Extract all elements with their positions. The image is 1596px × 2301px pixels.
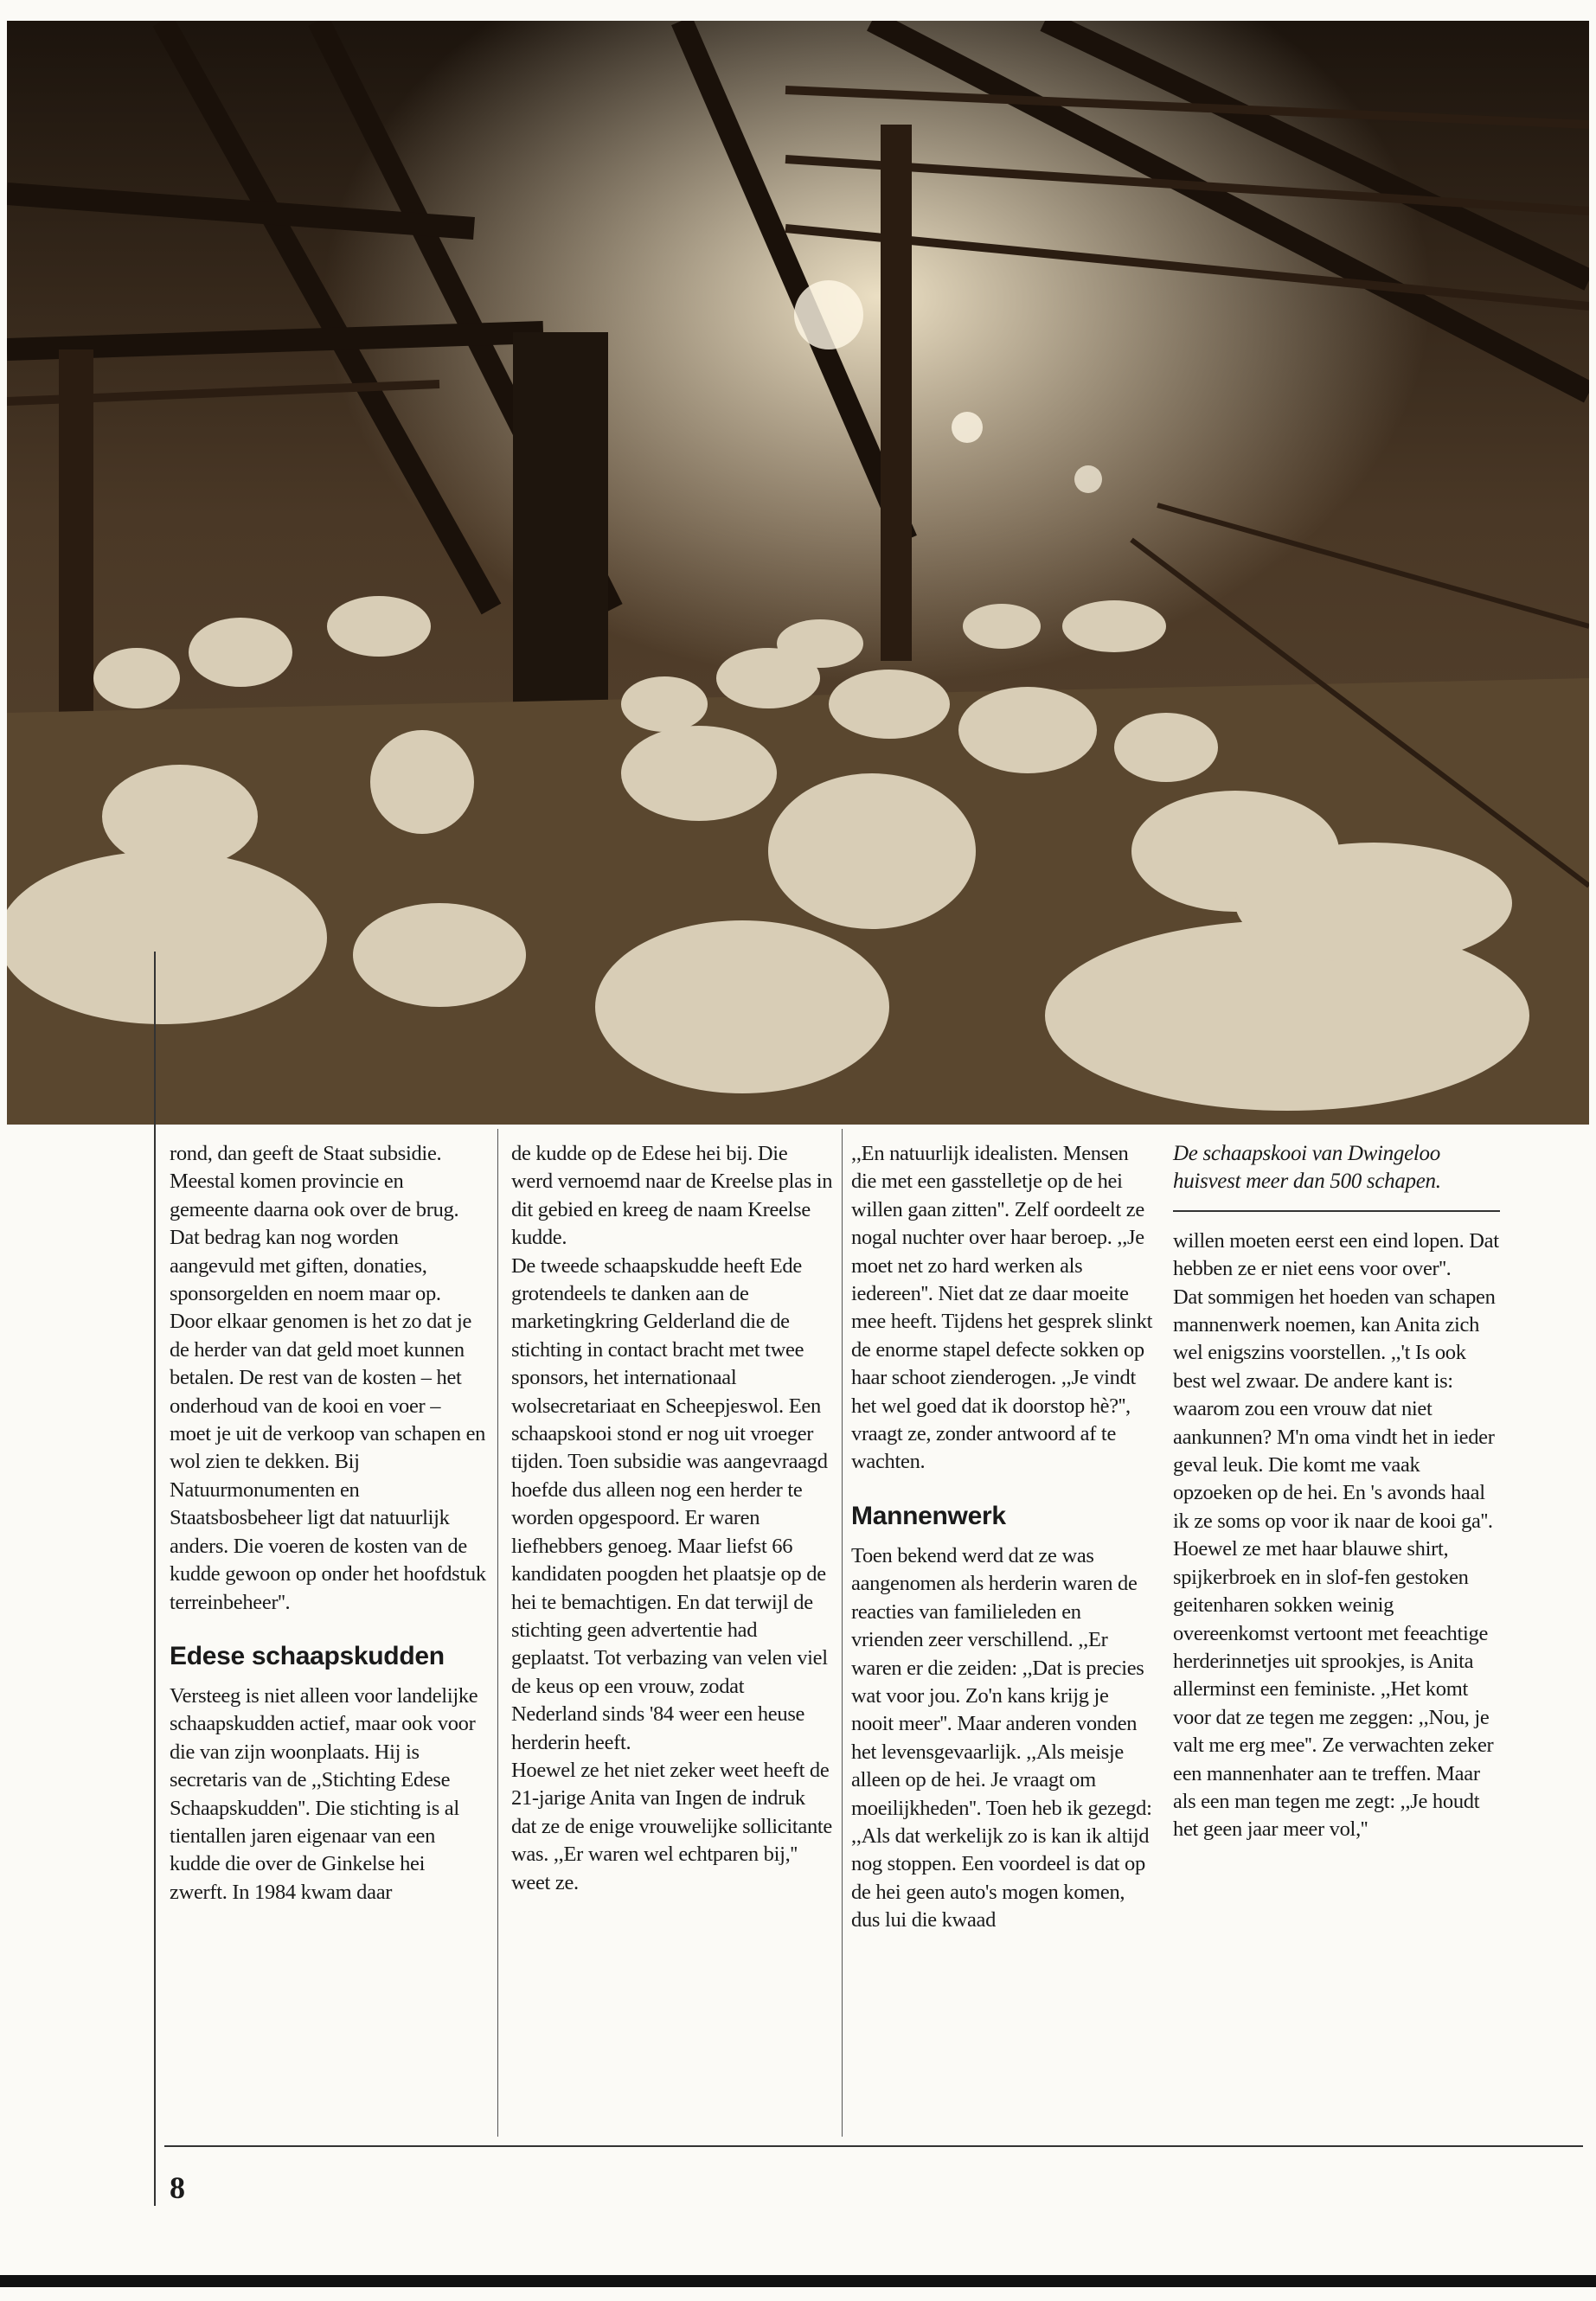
col1-paragraph-1: rond, dan geeft de Staat subsidie. Meestal komen provincie en gemeente daarna ook over de brug. Dat bedrag kan nog worden aangevuld met giften, donaties, sponsorgelden en noem maar op. Door elkaar genomen is het zo dat je de herder van dat geld moet kunnen betalen. De rest van de kosten – het onderhoud van de kooi en voer – moet je uit de verkoop van schapen en wol zien te dekken. Bij Natuurmonumenten en Staatsbosbeheer ligt dat natuurlijk anders. Die voeren de kosten van de kudde gewoon op onder het hoofdstuk terreinbeheer''. <box>170 1142 486 1614</box>
left-margin-rule <box>154 952 156 2206</box>
col3-paragraph-1: ,,En natuurlijk idealisten. Mensen die met een gasstelletje op de hei willen gaan zitten''. Zelf oordeelt ze nogal nuchter over haar beroep. ,,Je moet net zo hard werken als iedereen''. Niet dat ze daar moeite mee heeft. Tijdens het gesprek slinkt de enorme stapel defecte sokken op haar schoot zienderogen. ,,Je vindt het wel goed dat ik doorstop hè?'', vraagt ze, zonder antwoord af te wachten. <box>851 1142 1153 1474</box>
col1-paragraph-2: Versteeg is niet alleen voor landelijke schaapskudden actief, maar ook voor die van zijn woonplaats. Hij is secretaris van de ,,Stichting Edese Schaapskudden''. Die stichting is al tientallen jaren eigenaar van een kudde die over de Ginkelse hei zwerft. In 1984 kwam daar <box>170 1683 478 1904</box>
col4-paragraph-1: willen moeten eerst een eind lopen. Dat hebben ze er niet eens voor over''. <box>1173 1228 1499 1281</box>
column-1 <box>170 1140 486 1907</box>
column-rule <box>497 1129 498 2137</box>
col4-paragraph-3: Hoewel ze met haar blauwe shirt, spijkerbroek en in slof-fen gestoken geitenharen sokken weinig overeenkomst vertoont met feeachtige herderinnetjes uit sprookjes, is Anita allerminst een feministe. ,,Het komt voor dat ze tegen me zeggen: ,,Nou, je valt me erg mee''. Ze verwachten zeker een mannenhater aan te treffen. Maar als een man tegen me zegt: ,,Je houdt het geen jaar meer vol,'' <box>1173 1537 1494 1842</box>
barn-illustration <box>7 21 1589 1125</box>
column-3 <box>851 1140 1156 1935</box>
heading-edese-schaapskudden: Edese schaapskudden <box>170 1641 445 1670</box>
bottom-bar <box>0 2275 1596 2287</box>
column-rule <box>842 1129 843 2137</box>
heading-mannenwerk: Mannenwerk <box>851 1501 1006 1530</box>
page-number: 8 <box>170 2170 185 2205</box>
col2-paragraph-3: Hoewel ze het niet zeker weet heeft de 21-jarige Anita van Ingen de indruk dat ze de enige vrouwelijke sollicitante was. ,,Er waren wel echtparen bij,'' weet ze. <box>511 1758 833 1894</box>
footer-rule <box>164 2145 1583 2147</box>
col3-paragraph-2: Toen bekend werd dat ze was aangenomen als herderin waren de reacties van familieleden en vrienden zeer verschillend. ,,Er waren er die zeiden: ,,Dat is precies wat voor jou. Zo'n kans krijg je nooit meer''. Maar anderen vonden het levensgevaarlijk. ,,Als meisje alleen op de hei. Je vraagt om moeilijkheden''. Toen heb ik gezegd: ,,Als dat werkelijk zo is kan ik altijd nog stoppen. Een voordeel is dat op de hei geen auto's mogen komen, dus lui die kwaad <box>851 1543 1152 1932</box>
col4-paragraph-2: Dat sommigen het hoeden van schapen mannenwerk noemen, kan Anita zich wel enigszins voorstellen. ,,'t Is ook best wel zwaar. De andere kant is: waarom zou een vrouw dat niet aankunnen? M'n oma vindt het in ieder geval leuk. Die komt me vaak opzoeken op de hei. En 's avonds haal ik ze soms op voor ik naar de kooi ga''. <box>1173 1285 1496 1533</box>
column-4 <box>1173 1140 1500 1844</box>
column-2 <box>511 1140 833 1897</box>
sheep-barn-photo <box>7 21 1589 1125</box>
photo-caption: De schaapskooi van Dwingeloo huisvest meer dan 500 schapen. <box>1173 1140 1500 1212</box>
col2-paragraph-2: De tweede schaapskudde heeft Ede grotendeels te danken aan de marketingkring Gelderland die de stichting in contact bracht met twee sponsors, het internationaal wolsecretariaat en Scheepjeswol. Een schaapskooi stond er nog uit vroeger tijden. Toen subsidie was aangevraagd hoefde dus alleen nog een herder te worden opgespoord. Er waren liefhebbers genoeg. Maar liefst 66 kandidaten poogden het plaatsje op de hei te bemachtigen. En dat terwijl de stichting geen advertentie had geplaatst. Tot verbazing van velen viel de keus op een vrouw, zodat Nederland sinds '84 weer een heuse herderin heeft. <box>511 1253 828 1754</box>
col2-paragraph-1: de kudde op de Edese hei bij. Die werd vernoemd naar de Kreelse plas in dit gebied en kreeg de naam Kreelse kudde. <box>511 1142 833 1250</box>
